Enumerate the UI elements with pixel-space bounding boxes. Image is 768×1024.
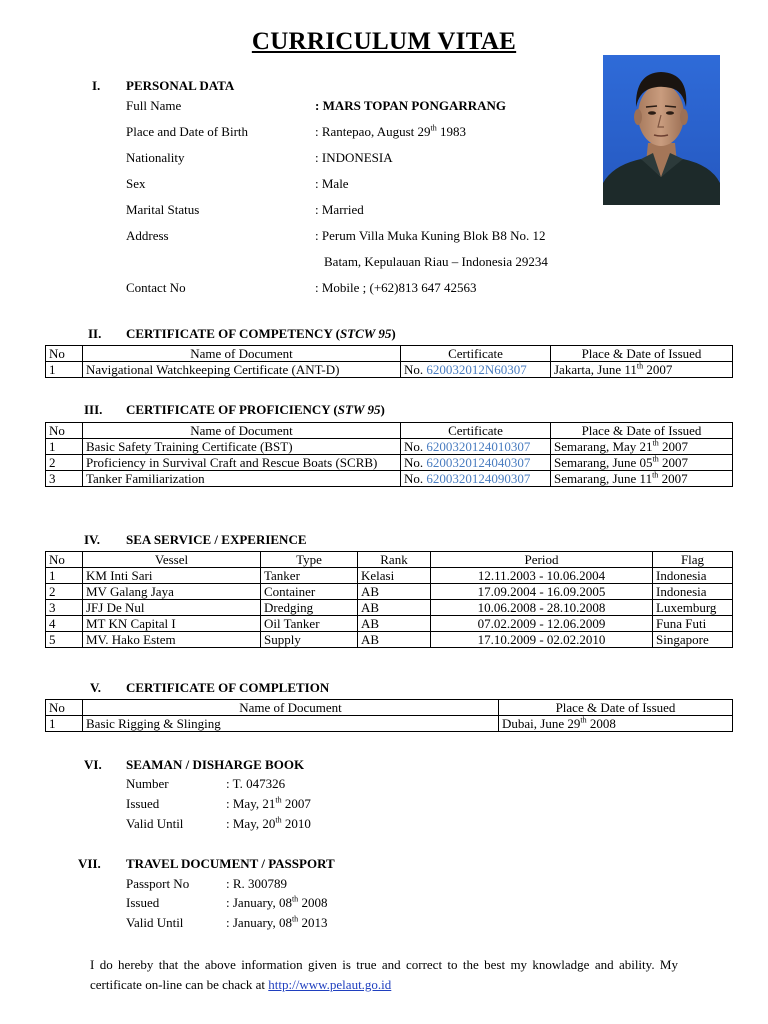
service-period: 12.11.2003 - 10.06.2004 (431, 568, 653, 584)
passport-number-label: Passport No (126, 876, 190, 891)
sex-label: Sex (126, 176, 146, 191)
passport-issued-label: Issued (126, 895, 160, 910)
vessel-name: MV Galang Jaya (83, 584, 261, 600)
document-name: Tanker Familiarization (83, 471, 401, 487)
section-title-competency: CERTIFICATE OF COMPETENCY (STCW 95) (126, 326, 396, 341)
row-no: 1 (46, 716, 83, 732)
vessel-name: MT KN Capital I (83, 616, 261, 632)
row-no: 3 (46, 600, 83, 616)
header-cell: No (46, 700, 83, 716)
table-row (46, 716, 733, 732)
row-no: 4 (46, 616, 83, 632)
full-name-label: Full Name (126, 98, 182, 113)
table-row (46, 568, 733, 584)
table-row (46, 439, 733, 455)
header-cell: Certificate (401, 346, 551, 362)
header-cell: No (46, 346, 83, 362)
full-name-value: : MARS TOPAN PONGARRANG (315, 98, 507, 113)
table-row (46, 632, 733, 648)
certificate-link[interactable]: 6200320124090307 (426, 471, 531, 486)
service-period: 17.09.2004 - 16.09.2005 (431, 584, 653, 600)
marital-status-label: Marital Status (126, 202, 200, 217)
header-cell: Name of Document (83, 700, 499, 716)
seaman-book-issued-value: : May, 21th 2007 (226, 795, 311, 811)
birth-value: : Rantepao, August 29th 1983 (315, 123, 467, 139)
sex-value: : Male (315, 176, 349, 191)
portrait-image (603, 55, 720, 205)
page-title: CURRICULUM VITAE (251, 28, 517, 55)
document-name: Basic Rigging & Slinging (83, 716, 499, 732)
header-cell: Place & Date of Issued (551, 423, 733, 439)
profile-photo (603, 55, 720, 205)
service-period: 10.06.2008 - 28.10.2008 (431, 600, 653, 616)
flag: Indonesia (653, 584, 733, 600)
contact-value: : Mobile ; (+62)813 647 42563 (315, 280, 477, 295)
place-date-issued: Semarang, June 05th 2007 (551, 455, 733, 471)
header-cell: Rank (358, 552, 431, 568)
header-cell: Vessel (83, 552, 261, 568)
section-title-completion: CERTIFICATE OF COMPLETION (126, 680, 330, 695)
header-cell: Certificate (401, 423, 551, 439)
document-name: Navigational Watchkeeping Certificate (ANT-D) (83, 362, 401, 378)
address-line-2: Batam, Kepulauan Riau – Indonesia 29234 (324, 254, 548, 269)
flag: Singapore (653, 632, 733, 648)
document-name: Basic Safety Training Certificate (BST) (83, 439, 401, 455)
flag: Luxemburg (653, 600, 733, 616)
row-no: 2 (46, 584, 83, 600)
vessel-name: MV. Hako Estem (83, 632, 261, 648)
seaman-book-valid-label: Valid Until (126, 816, 184, 831)
certificate-link[interactable]: 620032012N60307 (426, 362, 527, 377)
header-cell: Place & Date of Issued (499, 700, 733, 716)
vessel-type: Supply (261, 632, 358, 648)
section-title-seaman-book: SEAMAN / DISHARGE BOOK (126, 757, 305, 772)
vessel-type: Dredging (261, 600, 358, 616)
section-number: III. (84, 402, 103, 417)
certificate-number: No. 620032012N60307 (401, 362, 551, 378)
section-title-passport: TRAVEL DOCUMENT / PASSPORT (126, 856, 335, 871)
rank: AB (358, 616, 431, 632)
header-cell: Name of Document (83, 346, 401, 362)
declaration-text: I do hereby that the above information given is true and correct to the best my knowladge and ability. My certificate on-line can be chack at (90, 957, 678, 992)
passport-valid-value: : January, 08th 2013 (226, 914, 328, 930)
row-no: 1 (46, 568, 83, 584)
section-number: II. (88, 326, 102, 341)
birth-label: Place and Date of Birth (126, 124, 249, 139)
place-date-issued: Dubai, June 29th 2008 (499, 716, 733, 732)
rank: AB (358, 600, 431, 616)
rank: AB (358, 632, 431, 648)
vessel-type: Oil Tanker (261, 616, 358, 632)
flag: Indonesia (653, 568, 733, 584)
row-no: 3 (46, 471, 83, 487)
header-cell: No (46, 423, 83, 439)
certificate-number: No. 6200320124040307 (401, 455, 551, 471)
service-period: 17.10.2009 - 02.02.2010 (431, 632, 653, 648)
section-number: VI. (84, 757, 102, 772)
service-period: 07.02.2009 - 12.06.2009 (431, 616, 653, 632)
rank: AB (358, 584, 431, 600)
section-title-personal-data: PERSONAL DATA (126, 78, 235, 93)
marital-status-value: : Married (315, 202, 364, 217)
table-row (46, 600, 733, 616)
passport-valid-label: Valid Until (126, 915, 184, 930)
document-name: Proficiency in Survival Craft and Rescue Boats (SCRB) (83, 455, 401, 471)
contact-label: Contact No (126, 280, 186, 295)
header-cell: Flag (653, 552, 733, 568)
table-row (46, 471, 733, 487)
certificate-link[interactable]: 6200320124010307 (426, 439, 531, 454)
table-row (46, 362, 733, 378)
place-date-issued: Jakarta, June 11th 2007 (551, 362, 733, 378)
header-cell: Name of Document (83, 423, 401, 439)
row-no: 1 (46, 362, 83, 378)
sea-service-table (45, 551, 733, 648)
header-cell: Period (431, 552, 653, 568)
table-header-row (46, 346, 733, 362)
seaman-book-issued-label: Issued (126, 796, 160, 811)
section-number: VII. (78, 856, 101, 871)
section-number: IV. (84, 532, 101, 547)
seaman-book-valid-value: : May, 20th 2010 (226, 815, 311, 831)
flag: Funa Futi (653, 616, 733, 632)
address-line-1: : Perum Villa Muka Kuning Blok B8 No. 12 (315, 228, 546, 243)
section-number: V. (90, 680, 101, 695)
section-title-proficiency: CERTIFICATE OF PROFICIENCY (STW 95) (126, 402, 385, 417)
declaration-paragraph (90, 955, 678, 995)
completion-table (45, 699, 733, 732)
nationality-label: Nationality (126, 150, 185, 165)
table-row (46, 584, 733, 600)
row-no: 2 (46, 455, 83, 471)
certificate-number: No. 6200320124090307 (401, 471, 551, 487)
table-header-row (46, 423, 733, 439)
section-title-sea-service: SEA SERVICE / EXPERIENCE (126, 532, 307, 547)
certificate-number: No. 6200320124010307 (401, 439, 551, 455)
table-row (46, 616, 733, 632)
table-header-row (46, 552, 733, 568)
certificate-link[interactable]: 6200320124040307 (426, 455, 531, 470)
row-no: 1 (46, 439, 83, 455)
row-no: 5 (46, 632, 83, 648)
rank: Kelasi (358, 568, 431, 584)
seaman-book-number-label: Number (126, 776, 169, 791)
competency-table (45, 345, 733, 378)
table-row (46, 455, 733, 471)
header-cell: Type (261, 552, 358, 568)
place-date-issued: Semarang, June 11th 2007 (551, 471, 733, 487)
vessel-type: Container (261, 584, 358, 600)
passport-issued-value: : January, 08th 2008 (226, 894, 328, 910)
pelaut-website-link[interactable]: http://www.pelaut.go.id (268, 977, 392, 992)
section-number: I. (92, 78, 101, 93)
header-cell: No (46, 552, 83, 568)
header-cell: Place & Date of Issued (551, 346, 733, 362)
passport-number-value: : R. 300789 (226, 876, 288, 891)
address-label: Address (126, 228, 169, 243)
seaman-book-number-value: : T. 047326 (226, 776, 286, 791)
nationality-value: : INDONESIA (315, 150, 393, 165)
proficiency-table (45, 422, 733, 487)
place-date-issued: Semarang, May 21th 2007 (551, 439, 733, 455)
vessel-name: JFJ De Nul (83, 600, 261, 616)
table-header-row (46, 700, 733, 716)
vessel-type: Tanker (261, 568, 358, 584)
vessel-name: KM Inti Sari (83, 568, 261, 584)
